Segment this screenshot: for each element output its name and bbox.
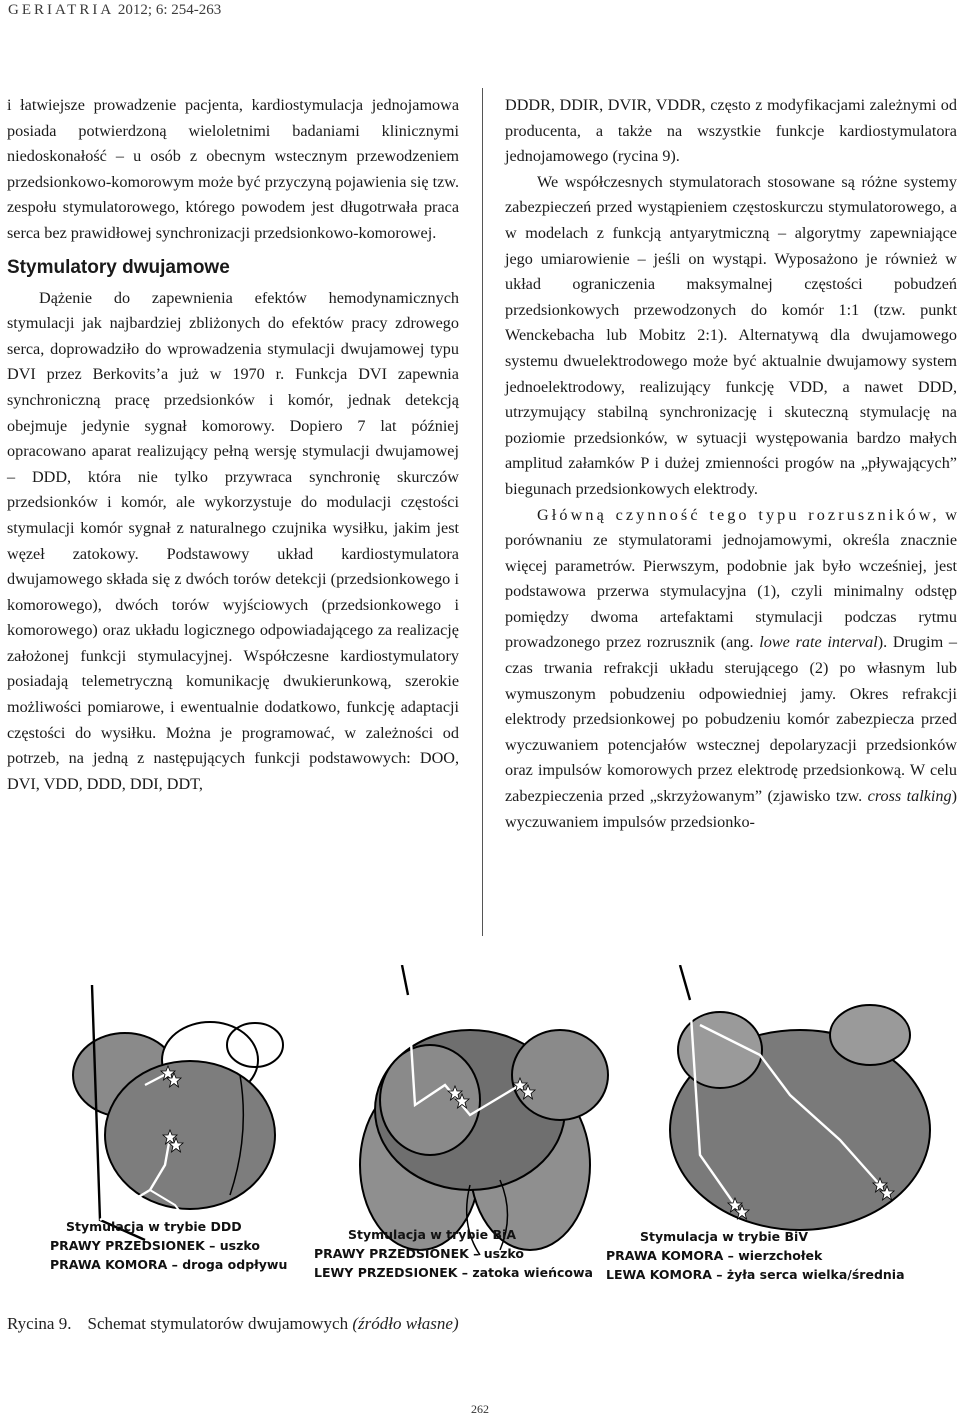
- figure-label-biv: [606, 1227, 905, 1284]
- right-column: [505, 93, 957, 835]
- term: lowe rate interval: [759, 633, 878, 652]
- left-column: [7, 93, 459, 797]
- panel-line: PRAWY PRZEDSIONEK – uszko: [314, 1246, 524, 1261]
- panel-title: Stymulacja w trybie BiV: [640, 1229, 808, 1244]
- paragraph: Główną czynność tego typu rozruszników, w porównaniu ze stymulatorami jednojamowymi, określa znacznie więcej parametrów. Pierwszym, podobnie jak było wcześniej, jest podstawowa przerwa stymulacyjna (1), czyli minimalny odstęp pomiędzy dwoma artefaktami stymulacji podczas rytmu prowadzonego przez rozrusznik (ang. lowe rate interval). Drugim – czas trwania refrakcji układu sterującego (2) po własnym lub wymuszonym pobudzeniu odpowiedniej jamy. Okres refrakcji elektrody przedsionkowej po pobudzeniu komór zabezpiecza przed wyczuwaniem potencjałów wstecznej depolaryzacji przedsionków oraz impulsów komorowych przez elektrodę przedsionkową. W celu zabezpieczenia przed „skrzyżowanym” (zjawisko tzw. cross talking) wyczuwaniem impulsów przedsionko-: [505, 505, 958, 831]
- figure-label-bia: [314, 1225, 593, 1282]
- running-head: [8, 2, 221, 19]
- panel-title: Stymulacja w trybie BiA: [348, 1227, 516, 1242]
- journal-name: GERIATRIA: [8, 2, 115, 18]
- panel-line: PRAWY PRZEDSIONEK – uszko: [50, 1238, 260, 1253]
- caption-number: Rycina 9.: [7, 1314, 72, 1333]
- paragraph: i łatwiejsze prowadzenie pacjenta, kardiostymulacja jednojamowa posiada potwierdzoną wieloletnimi badaniami klinicznymi niedoskonałość – u osób z obecnym wstecznym przewodzeniem przedsionkowo-komorowym może być przyczyną pojawienia się tzw. zespołu stymulatorowego, którego powodem jest długotrwała praca serca bez prawidłowej synchronizacji przedsionkowo-komorowej.: [7, 96, 459, 242]
- panel-line: LEWY PRZEDSIONEK – zatoka wieńcowa: [314, 1265, 593, 1280]
- panel-line: PRAWA KOMORA – wierzchołek: [606, 1248, 823, 1263]
- caption-source: (źródło własne): [352, 1314, 459, 1333]
- heart-diagram-ddd: [73, 985, 283, 1240]
- section-heading: Stymulatory dwujamowe: [7, 256, 230, 278]
- panel-line: LEWA KOMORA – żyła serca wielka/średnia: [606, 1267, 905, 1282]
- caption-text: Schemat stymulatorów dwujamowych: [87, 1314, 353, 1333]
- spaced-text: Główną czynność tego typu rozruszników,: [537, 505, 940, 524]
- journal-citation: 2012; 6: 254-263: [117, 2, 222, 18]
- figure-pacing-schematics: [0, 965, 960, 1295]
- heart-diagram-biv: [670, 965, 930, 1230]
- panel-line: PRAWA KOMORA – droga odpływu: [50, 1257, 288, 1272]
- figure-caption: [7, 1314, 459, 1334]
- paragraph: We współczesnych stymulatorach stosowane są różne systemy zabezpieczeń przed wystąpieniem częstoskurczu stymulatorowego, a w modelach z funkcją antyarytmiczną – algorytmy zapewniające jego umiarowienie – jeśli on wystąpi. Wyposażono je również w układ ograniczenia maksymalnej częstości pobudzeń przedsionkowych przewodzonych do komór 1:1 (tzw. punkt Wenckebacha lub Mobitz 2:1). Alternatywą dla dwujamowego systemu dwuelektrodowego może być aktualnie dwujamowy system jednoelektrodowy, realizujący funkcję VDD, a nawet DDD, utrzymujący stabilną synchronizację i skuteczną stymulację na poziomie przedsionków, w sytuacji występowania bardzo małych amplitud załamków P i dużej zmienności progów na „pływających” biegunach przedsionkowych elektrody.: [505, 172, 957, 498]
- paragraph: DDDR, DDIR, DVIR, VDDR, często z modyfikacjami zależnymi od producenta, a także na wszystkie funkcje kardiostymulatora jednojamowego (rycina 9).: [505, 96, 957, 166]
- column-divider: [482, 88, 483, 936]
- heart-diagram-bia: [360, 965, 608, 1255]
- term: cross talking: [867, 787, 952, 806]
- page-number: 262: [471, 1402, 489, 1416]
- paragraph: Dążenie do zapewnienia efektów hemodynamicznych stymulacji jak najbardziej zbliżonych do efektów pracy zdrowego serca, doprowadziło do wprowadzenia stymulacji dwujamowej typu DVI przez Berkovits’a już w 1970 r. Funkcja DVI zapewnia synchroniczną pracę przedsionków i komór, jednak detekcją obejmuje jedynie sygnał komorowy. Dopiero 7 lat później opracowano aparat realizujący pełną wersję stymulacji dwujamowej – DDD, która nie tylko przywraca synchronię skurczów przedsionków i komór, ale wykorzystuje do modulacji częstości stymulacji komór sygnał z naturalnego czujnika wysiłku, jakim jest węzeł zatokowy. Podstawowy układ kardiostymulatora dwujamowego składa się z dwóch torów detekcji (przedsionkowego i komorowego), dwóch torów wyjściowych (przedsionkowego i komorowego) oraz układu logicznego odpowiadającego za realizację założonej funkcji stymulacyjnej. Współczesne kardiostymulatory posiadają telemetryczną komunikację dwukierunkową, szerokie możliwości pomiarowe, i ewentualnie dodatkowo, funkcję adaptacji częstości do wysiłku. Można je programować, w zależności od potrzeb, na jedną z następujących funkcji podstawowych: DOO, DVI, VDD, DDD, DDI, DDT,: [7, 288, 459, 793]
- figure-label-ddd: [50, 1217, 287, 1274]
- panel-title: Stymulacja w trybie DDD: [66, 1219, 242, 1234]
